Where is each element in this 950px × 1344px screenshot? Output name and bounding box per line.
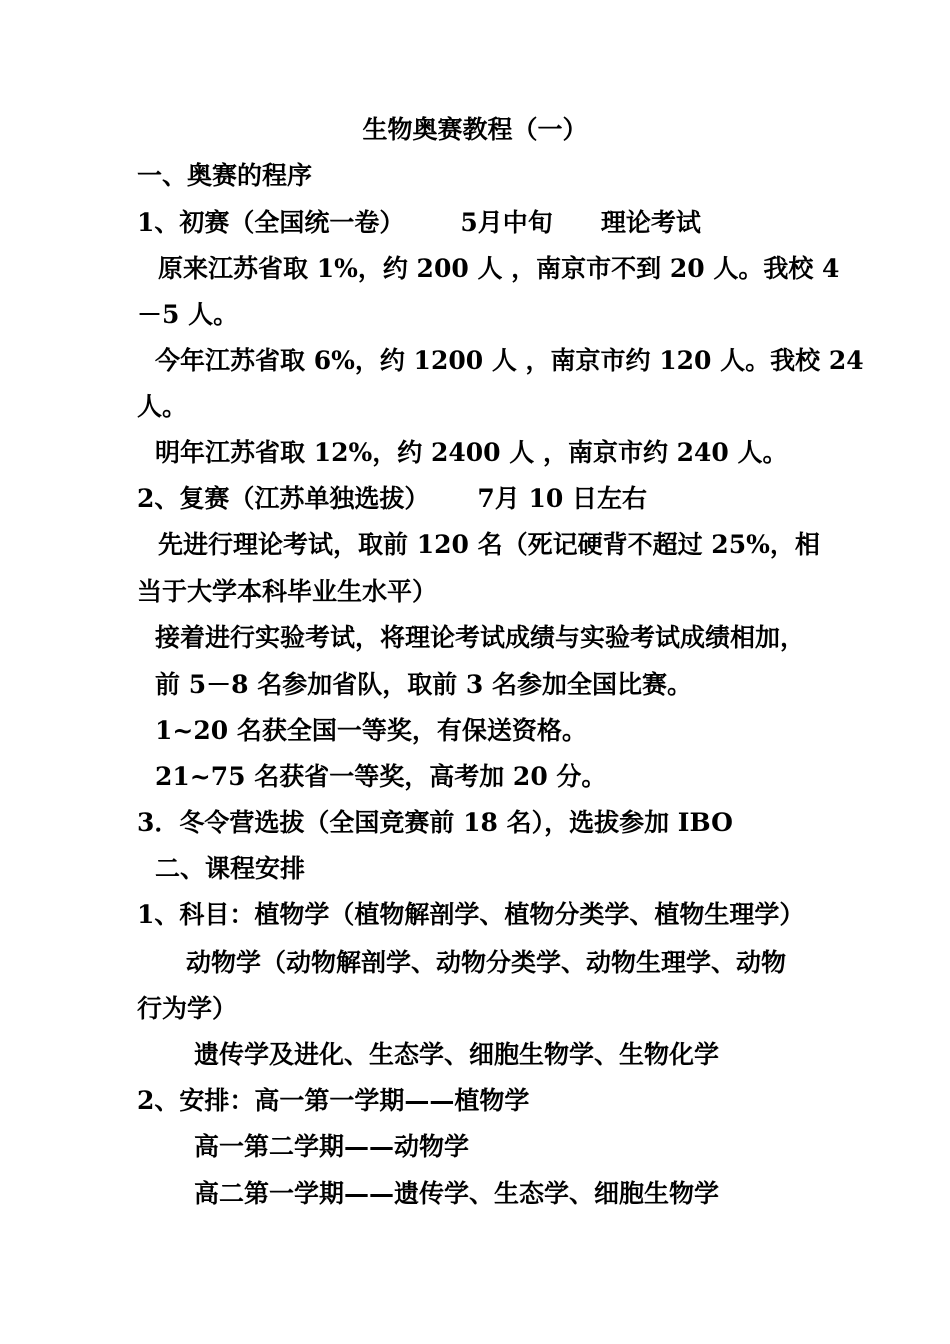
second-round-line: [137, 481, 647, 517]
paragraph-line: 1~20 名获全国一等奖，有保送资格。: [155, 716, 587, 745]
paragraph-line: 高一第二学期——动物学: [194, 1132, 470, 1161]
paragraph-line: 明年江苏省取 12%，约 2400 人 ，南京市约 240 人。: [155, 438, 788, 467]
page-title: 生物奥赛教程（一）: [362, 115, 588, 144]
paragraph-line: 今年江苏省取 6%，约 1200 人 ，南京市约 120 人。我校 24: [155, 346, 864, 375]
paragraph-line: 先进行理论考试，取前 120 名（死记硬背不超过 25%，相: [158, 530, 820, 559]
preliminary-round-time: 5月中旬: [460, 208, 553, 237]
winter-camp-line: 3．冬令营选拔（全国竞赛前 18 名），选拔参加 IBO: [137, 808, 733, 837]
paragraph-line: 21~75 名获省一等奖，高考加 20 分。: [155, 762, 607, 791]
paragraph-line: 遗传学及进化、生态学、细胞生物学、生物化学: [194, 1040, 720, 1069]
subjects-line: 1、科目：植物学（植物解剖学、植物分类学、植物生理学）: [137, 900, 805, 929]
paragraph-line: －5 人。: [137, 300, 239, 329]
paragraph-line: 前 5－8 名参加省队，取前 3 名参加全国比赛。: [155, 670, 693, 699]
paragraph-line: 人。: [137, 392, 188, 421]
paragraph-line: 当于大学本科毕业生水平）: [137, 577, 438, 606]
preliminary-round-label: 1、初赛（全国统一卷）: [137, 208, 405, 237]
preliminary-round-line: [137, 205, 701, 241]
paragraph-line: 行为学）: [137, 994, 238, 1023]
second-round-time: 7月 10 日左右: [477, 484, 647, 513]
second-round-label: 2、复赛（江苏单独选拔）: [137, 484, 430, 513]
paragraph-line: 原来江苏省取 1%，约 200 人 ，南京市不到 20 人。我校 4: [158, 254, 840, 283]
paragraph-line: 高二第一学期——遗传学、生态学、细胞生物学: [194, 1179, 720, 1208]
section-heading-procedure: 一、奥赛的程序: [137, 161, 313, 190]
schedule-line: 2、安排：高一第一学期——植物学: [137, 1086, 530, 1115]
preliminary-round-type: 理论考试: [600, 208, 701, 237]
section-heading-courses: 二、课程安排: [155, 854, 306, 883]
paragraph-line: 接着进行实验考试，将理论考试成绩与实验考试成绩相加，: [155, 623, 806, 652]
paragraph-line: 动物学（动物解剖学、动物分类学、动物生理学、动物: [186, 948, 787, 977]
